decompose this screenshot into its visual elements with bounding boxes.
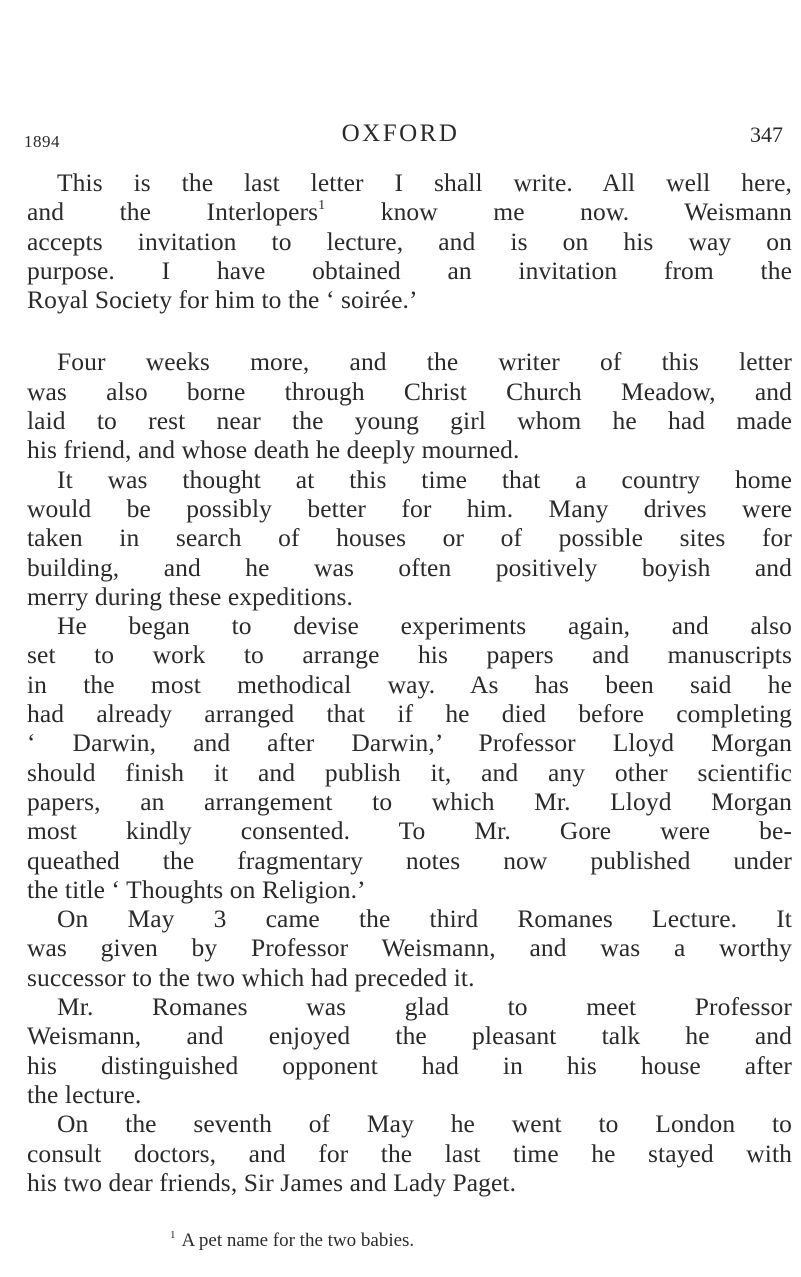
text-line (27, 816, 792, 845)
line-text: On May 3 came the third Romanes Lecture. It (57, 904, 792, 934)
text-line (27, 523, 792, 552)
text-line (27, 787, 792, 816)
text-line (27, 406, 792, 435)
text-line (27, 904, 792, 933)
footnote-text: A pet name for the two babies. (181, 1230, 415, 1251)
line-text: ‘ Darwin, and after Darwin,’ Professor Lloyd Morgan (27, 728, 792, 758)
text-line (27, 1109, 792, 1138)
text-line (27, 347, 792, 376)
paragraph (27, 1109, 792, 1197)
line-text: It was thought at this time that a country home (57, 464, 792, 494)
text-line (27, 227, 792, 256)
line-text: most kindly consented. To Mr. Gore were be- (27, 816, 792, 846)
line-text: the title ‘ Thoughts on Religion.’ (27, 874, 366, 904)
line-text: the lecture. (27, 1079, 142, 1109)
text-line (27, 494, 792, 523)
line-text: He began to devise experiments again, and also (57, 611, 792, 641)
line-text: would be possibly better for him. Many drives were (27, 493, 792, 523)
text-line (27, 582, 792, 611)
paragraph (27, 168, 792, 314)
text-line (27, 1021, 792, 1050)
text-line (27, 256, 792, 285)
line-text: his friend, and whose death he deeply mourned. (27, 435, 520, 465)
line-text: consult doctors, and for the last time he stayed with (27, 1138, 792, 1168)
text-line (27, 465, 792, 494)
body-text (27, 168, 792, 1197)
footnote-reference: 1 (318, 198, 326, 214)
text-line (27, 699, 792, 728)
line-text: merry during these expeditions. (27, 581, 354, 611)
line-text: and the Interlopers (27, 197, 319, 227)
text-line (27, 670, 792, 699)
running-header (0, 118, 801, 152)
line-text: taken in search of houses or of possible sites for (27, 523, 792, 553)
line-text: should finish it and publish it, and any other scientific (27, 757, 792, 787)
line-text: purpose. I have obtained an invitation from the (27, 255, 792, 285)
text-line (27, 640, 792, 669)
line-text: Weismann, and enjoyed the pleasant talk he and (27, 1021, 792, 1051)
footnote-marker: 1 (170, 1229, 176, 1241)
line-text: accepts invitation to lecture, and is on his way on (27, 226, 792, 256)
paragraph (27, 992, 792, 1109)
text-line (27, 1080, 792, 1109)
line-text: successor to the two which had preceded it. (27, 962, 475, 992)
line-text: Four weeks more, and the writer of this letter (57, 347, 792, 377)
text-line (27, 285, 792, 314)
text-line (27, 963, 792, 992)
line-text: in the most methodical way. As has been said he (27, 669, 792, 699)
line-text: his distinguished opponent had in his house after (27, 1050, 792, 1080)
text-line (27, 1168, 792, 1197)
line-text: his two dear friends, Sir James and Lady Paget. (27, 1167, 517, 1197)
line-text: know me now. Weismann (325, 197, 793, 227)
paragraph (27, 904, 792, 992)
text-line (27, 435, 792, 464)
text-line (27, 933, 792, 962)
paragraph (27, 611, 792, 904)
text-line (27, 992, 792, 1021)
line-text: building, and he was often positively boyish and (27, 552, 792, 582)
text-line (27, 1139, 792, 1168)
page-number: 347 (750, 122, 783, 147)
text-line (27, 875, 792, 904)
line-text: laid to rest near the young girl whom he had made (27, 406, 792, 436)
line-text: On the seventh of May he went to London to (57, 1109, 792, 1139)
text-line (27, 611, 792, 640)
header-year: 1894 (24, 132, 60, 151)
text-line (27, 377, 792, 406)
line-text: Mr. Romanes was glad to meet Professor (57, 992, 792, 1022)
text-line (27, 758, 792, 787)
paragraph (27, 347, 792, 464)
text-line (27, 553, 792, 582)
header-title: OXFORD (341, 120, 460, 147)
line-text: had already arranged that if he died before completing (27, 699, 792, 729)
line-text: was given by Professor Weismann, and was a worthy (27, 933, 792, 963)
line-text: Royal Society for him to the ‘ soirée.’ (27, 285, 418, 315)
text-line (27, 1051, 792, 1080)
footnote (170, 1230, 414, 1252)
text-line (27, 846, 792, 875)
line-text: papers, an arrangement to which Mr. Lloyd Morgan (27, 786, 792, 816)
text-line (27, 728, 792, 757)
line-text: queathed the fragmentary notes now published under (27, 845, 792, 875)
line-text: This is the last letter I shall write. All well here, (57, 168, 792, 197)
line-text: was also borne through Christ Church Meadow, and (27, 376, 792, 406)
text-line (27, 197, 792, 226)
text-line (27, 168, 792, 197)
paragraph-gap (27, 314, 792, 347)
paragraph (27, 465, 792, 611)
line-text: set to work to arrange his papers and manuscripts (27, 640, 792, 670)
